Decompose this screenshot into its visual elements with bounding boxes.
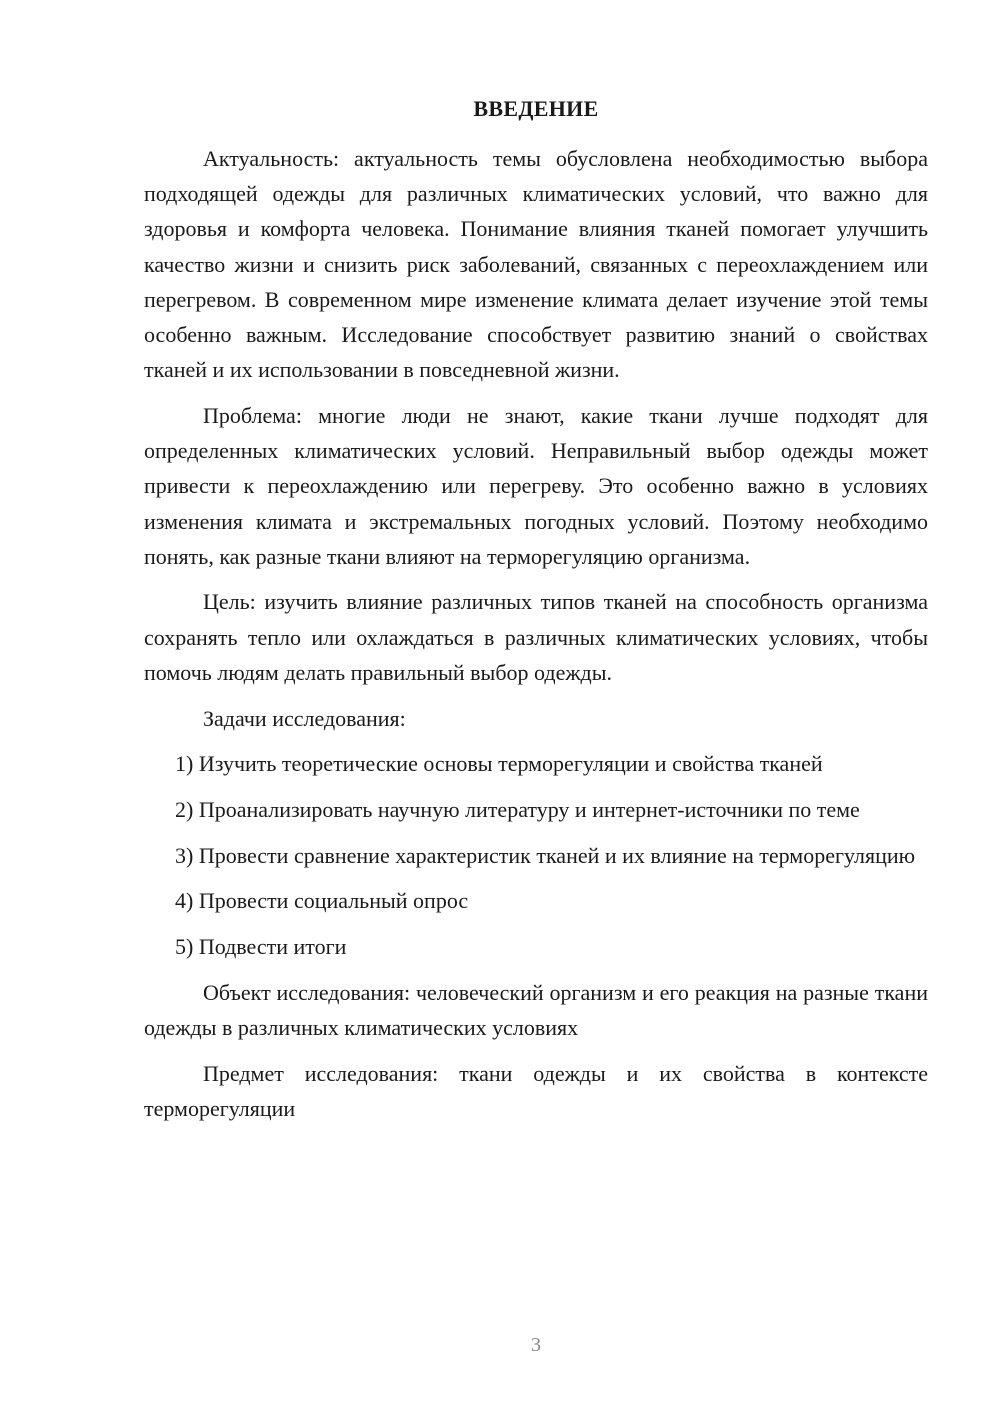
- object-paragraph: Объект исследования: человеческий организм и его реакция на разные ткани одежды в различных климатических условиях: [144, 979, 928, 1040]
- page-title: ВВЕДЕНИЕ: [473, 96, 599, 121]
- problem-paragraph: Проблема: многие люди не знают, какие ткани лучше подходят для определенных климатических условий. Неправильный выбор одежды может привести к переохлаждению или перегреву. Это особенно важно в условиях изменения климата и экстремальных погодных условий. Поэтому необходимо понять, как разные ткани влияют на терморегуляцию организма.: [144, 402, 928, 569]
- relevance-paragraph: Актуальность: актуальность темы обусловлена необходимостью выбора подходящей одежды для различных климатических условий, что важно для здоровья и комфорта человека. Понимание влияния тканей помогает улучшить качество жизни и снизить риск заболеваний, связанных с переохлаждением или перегревом. В современном мире изменение климата делает изучение этой темы особенно важным. Исследование способствует развитию знаний о свойствах тканей и их использовании в повседневной жизни.: [144, 146, 928, 383]
- document-body: [144, 141, 928, 1137]
- task-item-1: 1) Изучить теоретические основы терморегуляции и свойства тканей: [175, 751, 823, 777]
- subject-paragraph: Предмет исследования: ткани одежды и их свойства в контексте терморегуляции: [144, 1060, 928, 1121]
- goal-paragraph: Цель: изучить влияние различных типов тканей на способность организма сохранять тепло или охлаждаться в различных климатических условиях, чтобы помочь людям делать правильный выбор одежды.: [144, 589, 928, 685]
- task-item-5: 5) Подвести итоги: [175, 934, 347, 960]
- task-item-2: 2) Проанализировать научную литературу и интернет-источники по теме: [175, 796, 860, 822]
- task-item-3: 3) Провести сравнение характеристик тканей и их влияние на терморегуляцию: [175, 842, 916, 868]
- task-item-4: 4) Провести социальный опрос: [175, 888, 469, 914]
- tasks-heading: Задачи исследования:: [203, 705, 406, 731]
- page-number: 3: [531, 1334, 541, 1356]
